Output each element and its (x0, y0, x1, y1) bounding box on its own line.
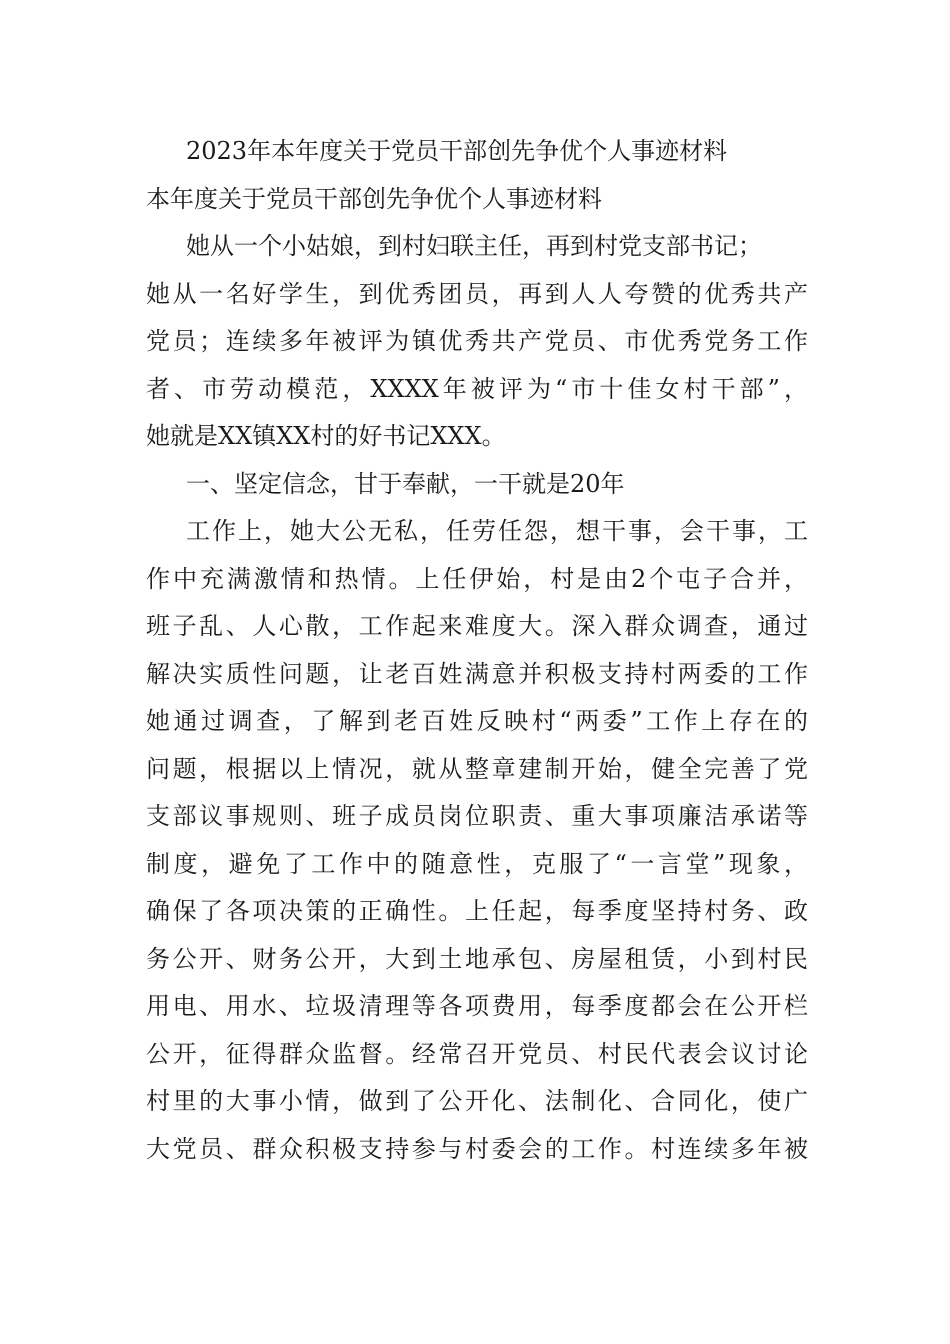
paragraph-line: 工作上，她大公无私，任劳任怨，想干事，会干事，工 (186, 517, 808, 545)
section-heading: 一、坚定信念，甘于奉献，一干就是20年 (186, 469, 625, 498)
paragraph-line: 她就是XX镇XX村的好书记XXX。 (146, 422, 506, 450)
paragraph-2 (146, 508, 808, 1173)
paragraph-line: 党员；连续多年被评为镇优秀共产党员、市优秀党务工作 (146, 327, 808, 355)
paragraph-line: 公开，征得群众监督。经常召开党员、村民代表会议讨论 (146, 1039, 808, 1068)
paragraph-line: 大党员、群众积极支持参与村委会的工作。村连续多年被 (146, 1134, 808, 1163)
paragraph-line: 她从一个小姑娘，到村妇联主任，再到村党支部书记； (186, 232, 762, 260)
paragraph-line: 用电、用水、垃圾清理等各项费用，每季度都会在公开栏 (146, 992, 808, 1020)
document-subtitle: 本年度关于党员干部创先争优个人事迹材料 (146, 184, 602, 213)
paragraph-line: 支部议事规则、班子成员岗位职责、重大事项廉洁承诺等 (146, 802, 808, 830)
paragraph-line: 解决实质性问题，让老百姓满意并积极支持村两委的工作 (146, 659, 808, 688)
document-title: 2023年本年度关于党员干部创先争优个人事迹材料 (186, 137, 728, 165)
paragraph-1 (146, 223, 808, 461)
paragraph-line: 她通过调查，了解到老百姓反映村“两委”工作上存在的 (146, 707, 808, 735)
paragraph-line: 问题，根据以上情况，就从整章建制开始，健全完善了党 (146, 754, 808, 783)
document-body (146, 128, 808, 1173)
paragraph-line: 确保了各项决策的正确性。上任起，每季度坚持村务、政 (146, 897, 808, 925)
paragraph-line: 班子乱、人心散，工作起来难度大。深入群众调查，通过 (146, 612, 808, 640)
paragraph-line: 作中充满激情和热情。上任伊始，村是由2个屯子合并， (146, 564, 808, 593)
paragraph-line: 她从一名好学生，到优秀团员，再到人人夸赞的优秀共产 (146, 279, 808, 308)
paragraph-line: 者、市劳动模范，XXXX年被评为“市十佳女村干部”， (146, 374, 808, 403)
paragraph-line: 村里的大事小情，做到了公开化、法制化、合同化，使广 (146, 1087, 808, 1115)
paragraph-line: 制度，避免了工作中的随意性，克服了“一言堂”现象， (146, 849, 808, 878)
paragraph-line: 务公开、财务公开，大到土地承包、房屋租赁，小到村民 (146, 944, 808, 973)
